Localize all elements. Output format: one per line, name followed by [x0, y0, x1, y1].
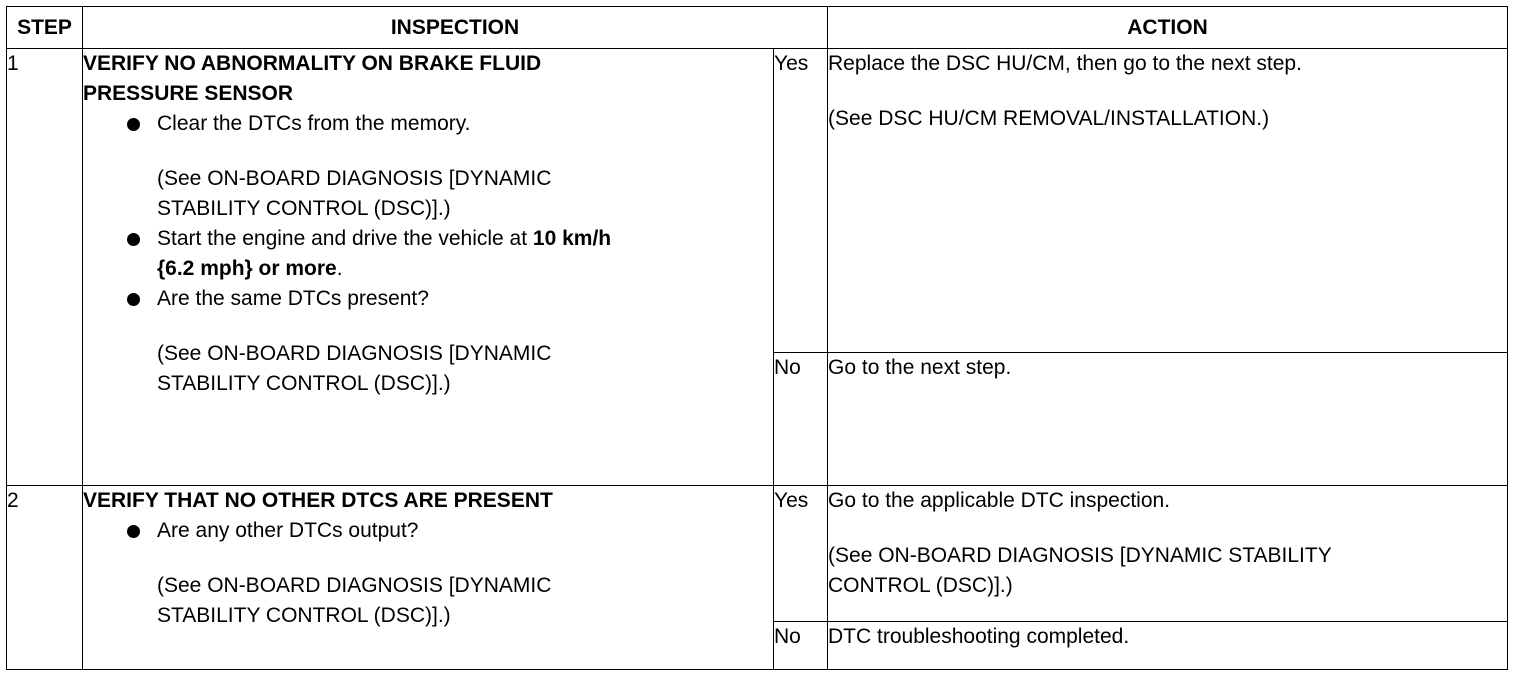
- reference-note: [83, 339, 773, 399]
- list-item: [83, 284, 773, 314]
- action-text: Replace the DSC HU/CM, then go to the next step.: [828, 52, 1302, 75]
- reference-note: [83, 164, 773, 224]
- step-1-yes-row: [7, 49, 1508, 353]
- reference-line: STABILITY CONTROL (DSC)].): [157, 197, 451, 220]
- bullet-text: Are the same DTCs present?: [157, 287, 429, 310]
- yes-label: Yes: [774, 49, 828, 353]
- list-item: [83, 224, 773, 284]
- header-row: [7, 7, 1508, 49]
- bullet-icon: [127, 233, 140, 246]
- step-1-bullets-2: [83, 224, 773, 284]
- bullet-text-end: .: [336, 257, 343, 280]
- list-item: [83, 109, 773, 139]
- reference-line: (See ON-BOARD DIAGNOSIS [DYNAMIC: [157, 167, 552, 190]
- reference-line: STABILITY CONTROL (DSC)].): [157, 604, 451, 627]
- step-1-inspection: [83, 49, 774, 486]
- reference-note: [83, 571, 773, 631]
- header-step: STEP: [7, 7, 83, 49]
- step-2-bullets: [83, 516, 773, 546]
- reference-line: (See ON-BOARD DIAGNOSIS [DYNAMIC STABILITY: [828, 544, 1332, 567]
- list-item: [83, 516, 773, 546]
- header-inspection: INSPECTION: [83, 7, 828, 49]
- inspection-table: [6, 6, 1508, 670]
- bullet-icon: [127, 293, 140, 306]
- step-2-yes-row: [7, 486, 1508, 622]
- reference-note: [828, 541, 1507, 601]
- bullet-text: Clear the DTCs from the memory.: [157, 112, 471, 135]
- bullet-icon: [127, 118, 140, 131]
- bullet-text: Are any other DTCs output?: [157, 519, 419, 542]
- no-label: No: [774, 353, 828, 486]
- step-2-yes-action: [828, 486, 1508, 622]
- step-2-inspection: [83, 486, 774, 670]
- step-number: 1: [7, 49, 83, 486]
- yes-label: Yes: [774, 486, 828, 622]
- bullet-icon: [127, 525, 140, 538]
- step-1-no-action: Go to the next step.: [828, 353, 1508, 486]
- bullet-text: Start the engine and drive the vehicle at: [157, 227, 533, 250]
- step-2-title: VERIFY THAT NO OTHER DTCS ARE PRESENT: [83, 489, 553, 512]
- step-1-bullets-3: [83, 284, 773, 314]
- step-2-no-action: DTC troubleshooting completed.: [828, 622, 1508, 670]
- speed-value-imperial: {6.2 mph} or more: [157, 257, 337, 280]
- no-label: No: [774, 622, 828, 670]
- header-action: ACTION: [828, 7, 1508, 49]
- reference-line: (See ON-BOARD DIAGNOSIS [DYNAMIC: [157, 342, 552, 365]
- step-1-yes-action: [828, 49, 1508, 353]
- reference-note: (See DSC HU/CM REMOVAL/INSTALLATION.): [828, 107, 1270, 130]
- step-1-bullets: [83, 109, 773, 139]
- reference-line: STABILITY CONTROL (DSC)].): [157, 372, 451, 395]
- reference-line: CONTROL (DSC)].): [828, 574, 1013, 597]
- speed-value: 10 km/h: [532, 227, 612, 250]
- step-1-title-line2: PRESSURE SENSOR: [83, 82, 294, 105]
- step-1-title: [83, 49, 773, 109]
- step-number: 2: [7, 486, 83, 670]
- reference-line: (See ON-BOARD DIAGNOSIS [DYNAMIC: [157, 574, 552, 597]
- step-1-title-line1: VERIFY NO ABNORMALITY ON BRAKE FLUID: [83, 52, 542, 75]
- action-text: Go to the applicable DTC inspection.: [828, 489, 1171, 512]
